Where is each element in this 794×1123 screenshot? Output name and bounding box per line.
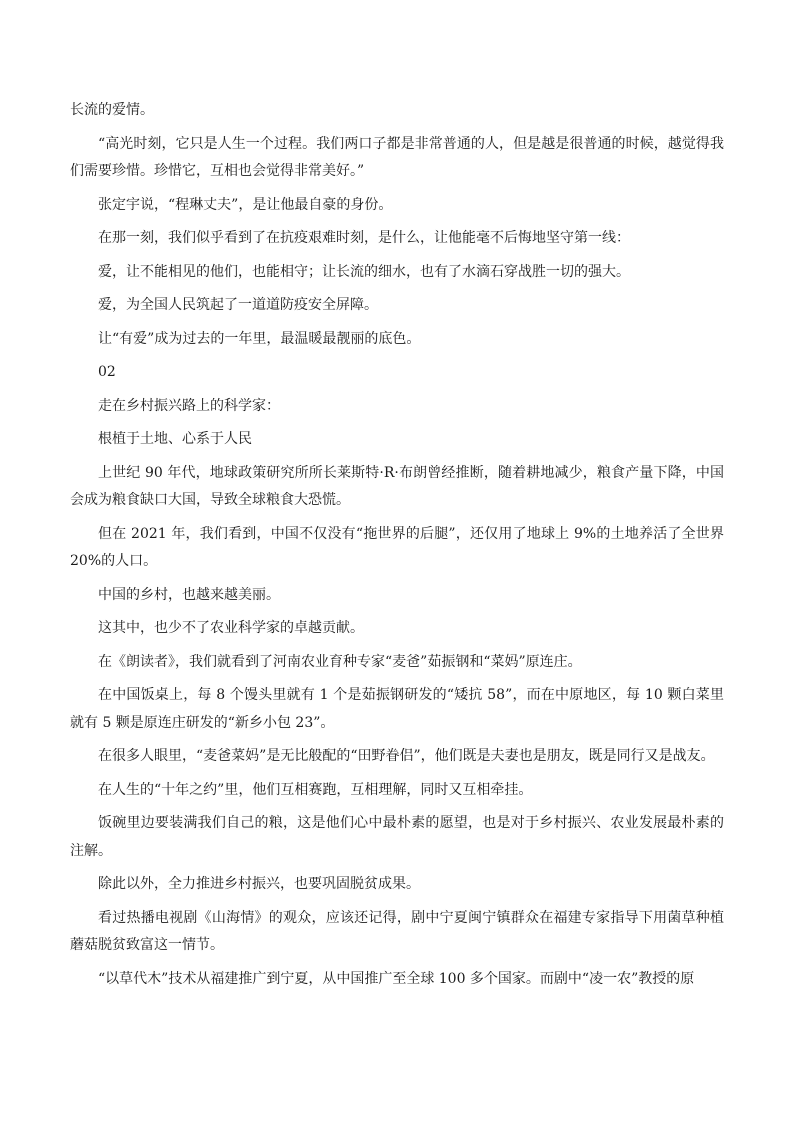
paragraph: 中国的乡村，也越来越美丽。 <box>98 586 280 603</box>
paragraph: 看过热播电视剧《山海情》的观众，应该还记得，剧中宁夏闽宁镇群众在福建专家指导下用菌草种植蘑菇脱贫致富这一情节。 <box>70 909 724 953</box>
section-heading: 走在乡村振兴路上的科学家： <box>98 397 280 414</box>
paragraph: 在很多人眼里，“麦爸菜妈”是无比般配的“田野眷侣”，他们既是夫妻也是朋友，既是同行又是战友。 <box>98 748 715 764</box>
paragraph: 除此以外，全力推进乡村振兴，也要巩固脱贫成果。 <box>98 876 420 892</box>
section-number: 02 <box>98 364 116 380</box>
paragraph: 爱，为全国人民筑起了一道道防疫安全屏障。 <box>98 297 378 313</box>
paragraph: 长流的爱情。 <box>70 102 154 118</box>
paragraph: 爱，让不能相见的他们，也能相守；让长流的细水，也有了水滴石穿战胜一切的强大。 <box>98 263 630 280</box>
paragraph: 这其中，也少不了农业科学家的卓越贡献。 <box>98 620 364 636</box>
paragraph: 在那一刻，我们似乎看到了在抗疫艰难时刻，是什么，让他能毫不后悔地坚守第一线： <box>98 230 630 246</box>
paragraph: 让“有爱”成为过去的一年里，最温暖最靓丽的底色。 <box>98 330 421 347</box>
paragraph: 上世纪 90 年代，地球政策研究所所长莱斯特·R·布朗曾经推断，随着耕地减少，粮食产量下降，中国会成为粮食缺口大国，导致全球粮食大恐慌。 <box>70 464 724 508</box>
document-body <box>70 97 724 999</box>
paragraph: 张定宇说，“程琳丈夫”，是让他最自豪的身份。 <box>98 196 393 213</box>
paragraph: 在中国饭桌上，每 8 个馒头里就有 1 个是茹振钢研发的“矮抗 58”，而在中原地区，每 10 颗白菜里就有 5 颗是原连庄研发的“新乡小包 23”。 <box>70 687 724 731</box>
paragraph: 在《朗读者》，我们就看到了河南农业育种专家“麦爸”茹振钢和“菜妈”原连庄。 <box>98 653 582 670</box>
paragraph: “高光时刻，它只是人生一个过程。我们两口子都是非常普通的人，但是越是很普通的时候，越觉得我们需要珍惜。珍惜它，互相也会觉得非常美好。” <box>70 135 724 179</box>
paragraph: “以草代木”技术从福建推广到宁夏，从中国推广至全球 100 多个国家。而剧中“凌一农”教授的原 <box>98 970 695 987</box>
paragraph: 饭碗里边要装满我们自己的粮，这是他们心中最朴素的愿望，也是对于乡村振兴、农业发展最朴素的注解。 <box>70 815 724 859</box>
section-subheading: 根植于土地、心系于人民 <box>98 431 252 447</box>
paragraph: 但在 2021 年，我们看到，中国不仅没有“拖世界的后腿”，还仅用了地球上 9%的土地养活了全世界 20%的人口。 <box>70 525 724 569</box>
paragraph: 在人生的“十年之约”里，他们互相赛跑，互相理解，同时又互相牵挂。 <box>98 781 533 798</box>
